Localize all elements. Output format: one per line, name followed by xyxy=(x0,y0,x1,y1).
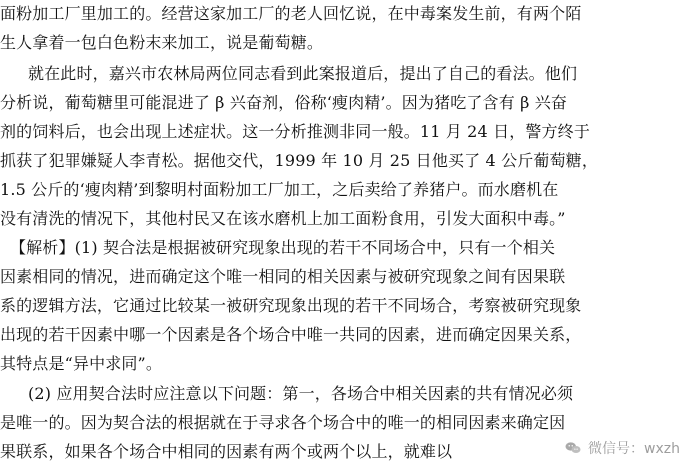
watermark-text: 微信号：wxzh xyxy=(588,441,680,457)
paragraph-line: 就在此时，嘉兴市农林局两位同志看到此案报道后，提出了自己的看法。他们 xyxy=(28,64,578,83)
text-line: 是唯一的。因为契合法的根据就在于寻求各个场合中的唯一的相同因素来确定因 xyxy=(0,413,566,432)
text-line: 系的逻辑方法，它通过比较某一被研究现象出现的若干不同场合，考察被研究现象 xyxy=(0,296,582,315)
text-line: 剂的饲料后，也会出现上述症状。这一分析推测非同一般。11 月 24 日，警方终于 xyxy=(0,122,590,141)
text-line: 1.5 公斤的‘瘦肉精’到黎明村面粉加工厂加工，之后卖给了养猪户。而水磨机在 xyxy=(0,180,559,199)
text-line: 分析说，葡萄糖里可能混进了 β 兴奋剂，俗称‘瘦肉精’。因为猪吃了含有 β 兴奋 xyxy=(0,93,568,112)
text-line: 因素相同的情况，进而确定这个唯一相同的相关因素与被研究现象之间有因果联 xyxy=(0,267,566,286)
text-line: 果联系，如果各个场合中相同的因素有两个或两个以上，就难以 xyxy=(0,442,453,461)
paragraph-line: (2) 应用契合法时应注意以下问题：第一，各场合中相关因素的共有情况必须 xyxy=(28,384,574,403)
text-line: 其特点是“异中求同”。 xyxy=(0,354,163,373)
text-line: 面粉加工厂里加工的。经营这家加工厂的老人回忆说，在中毒案发生前，有两个陌 xyxy=(0,4,582,23)
wechat-watermark xyxy=(564,437,680,459)
wechat-icon xyxy=(564,439,582,457)
text-line: 生人拿着一包白色粉末来加工，说是葡萄糖。 xyxy=(0,33,324,52)
text-line: 没有清洗的情况下，其他村民又在该水磨机上加工面粉食用，引发大面积中毒。” xyxy=(0,209,566,228)
analysis-heading-line: 【解析】(1) 契合法是根据被研究现象出现的若干不同场合中，只有一个相关 xyxy=(10,238,556,257)
text-line: 抓获了犯罪嫌疑人李青松。据他交代，1999 年 10 月 25 日他买了 4 公斤葡萄糖， xyxy=(0,151,598,170)
text-line: 出现的若干因素中哪一个因素是各个场合中唯一共同的因素，进而确定因果关系， xyxy=(0,325,582,344)
